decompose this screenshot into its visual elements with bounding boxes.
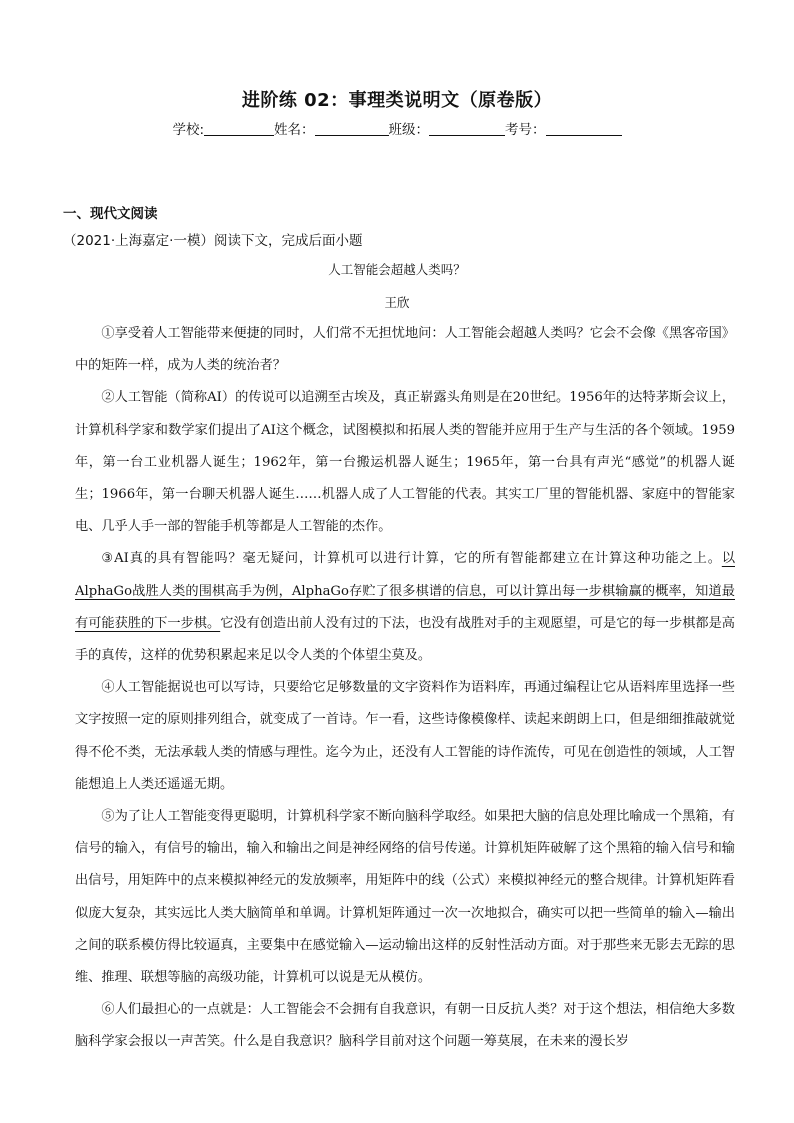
paragraph-6: ⑥人们最担心的一点就是：人工智能会不会拥有自我意识，有朝一日反抗人类？对于这个想法，相信绝大多数脑科学家会报以一声苦笑。什么是自我意识？脑科学目前对这个问题一筹莫展，在未来的漫长岁 (75, 1002, 735, 1050)
page-title: 进阶练 02：事理类说明文（原卷版） (241, 90, 553, 111)
question-source: （2021·上海嘉定·一模）阅读下文，完成后面小题 (63, 233, 363, 249)
exam-no-blank[interactable] (546, 121, 622, 136)
article-author: 王欣 (384, 295, 410, 310)
school-label: 学校: (172, 122, 205, 138)
paragraph-2: ②人工智能（简称AI）的传说可以追溯至古埃及，真正崭露头角则是在20世纪。1956年的达特茅斯会议上，计算机科学家和数学家们提出了AI这个概念，试图模拟和拓展人类的智能并应用于生产与生活的各个领域。1959年，第一台工业机器人诞生；1962年，第一台搬运机器人诞生；1965年，第一台具有声光“感觉”的机器人诞生；1966年，第一台聊天机器人诞生……机器人成了人工智能的代表。其实工厂里的智能机器、家庭中的智能家电、几乎人手一部的智能手机等都是人工智能的杰作。 (75, 390, 735, 535)
class-label: 班级： (388, 122, 430, 138)
student-info-line (0, 118, 794, 138)
name-blank[interactable] (315, 121, 389, 136)
paragraph-3-rest: 它没有创造出前人没有过的下法，也没有战胜对手的主观愿望，可是它的每一步棋都是高手的真传，这样的优势积累起来足以令人类的个体望尘莫及。 (75, 615, 735, 664)
paragraph-5: ⑤为了让人工智能变得更聪明，计算机科学家不断向脑科学取经。如果把大脑的信息处理比喻成一个黑箱，有信号的输入，有信号的输出，输入和输出之间是神经网络的信号传递。计算机矩阵破解了这个黑箱的输入信号和输出信号，用矩阵中的点来模拟神经元的发放频率，用矩阵中的线（公式）来模拟神经元的整合规律。计算机矩阵看似庞大复杂，其实远比人类大脑简单和单调。计算机矩阵通过一次一次地拟合，确实可以把一些简单的输入—输出之间的联系模仿得比较逼真，主要集中在感觉输入—运动输出这样的反射性活动方面。对于那些来无影去无踪的思维、推理、联想等脑的高级功能，计算机可以说是无从模仿。 (75, 809, 735, 986)
paragraph-3 (75, 543, 735, 672)
exam-no-label: 考号： (505, 122, 546, 138)
school-blank[interactable] (204, 121, 274, 136)
section-heading: 一、现代文阅读 (63, 206, 158, 222)
article-title: 人工智能会超越人类吗？ (328, 262, 466, 277)
paragraph-3-intro: ③AI真的具有智能吗？毫无疑问，计算机可以进行计算，它的所有智能都建立在计算这种功能之上。 (101, 551, 722, 567)
paragraph-4: ④人工智能据说也可以写诗，只要给它足够数量的文字资料作为语料库，再通过编程让它从语料库里选择一些文字按照一定的原则排列组合，就变成了一首诗。乍一看，这些诗像模像样、读起来朗朗上口，但是细细推敲就觉得不伦不类，无法承载人类的情感与理性。迄今为止，还没有人工智能的诗作流传，可见在创造性的领域，人工智能想追上人类还遥遥无期。 (75, 680, 735, 792)
underlined-sentence: 以AlphaGo战胜人类的围棋高手为例，AlphaGo存贮了很多棋谱的信息，可以计算出每一步棋输赢的概率，知道最有可能获胜的下一步棋。 (75, 551, 735, 631)
paragraph-1: ①享受着人工智能带来便捷的同时，人们常不无担忧地问：人工智能会超越人类吗？它会不会像《黑客帝国》中的矩阵一样，成为人类的统治者？ (75, 326, 735, 374)
name-label: 姓名： (274, 122, 315, 138)
class-blank[interactable] (429, 121, 505, 136)
article-body (75, 318, 735, 1059)
